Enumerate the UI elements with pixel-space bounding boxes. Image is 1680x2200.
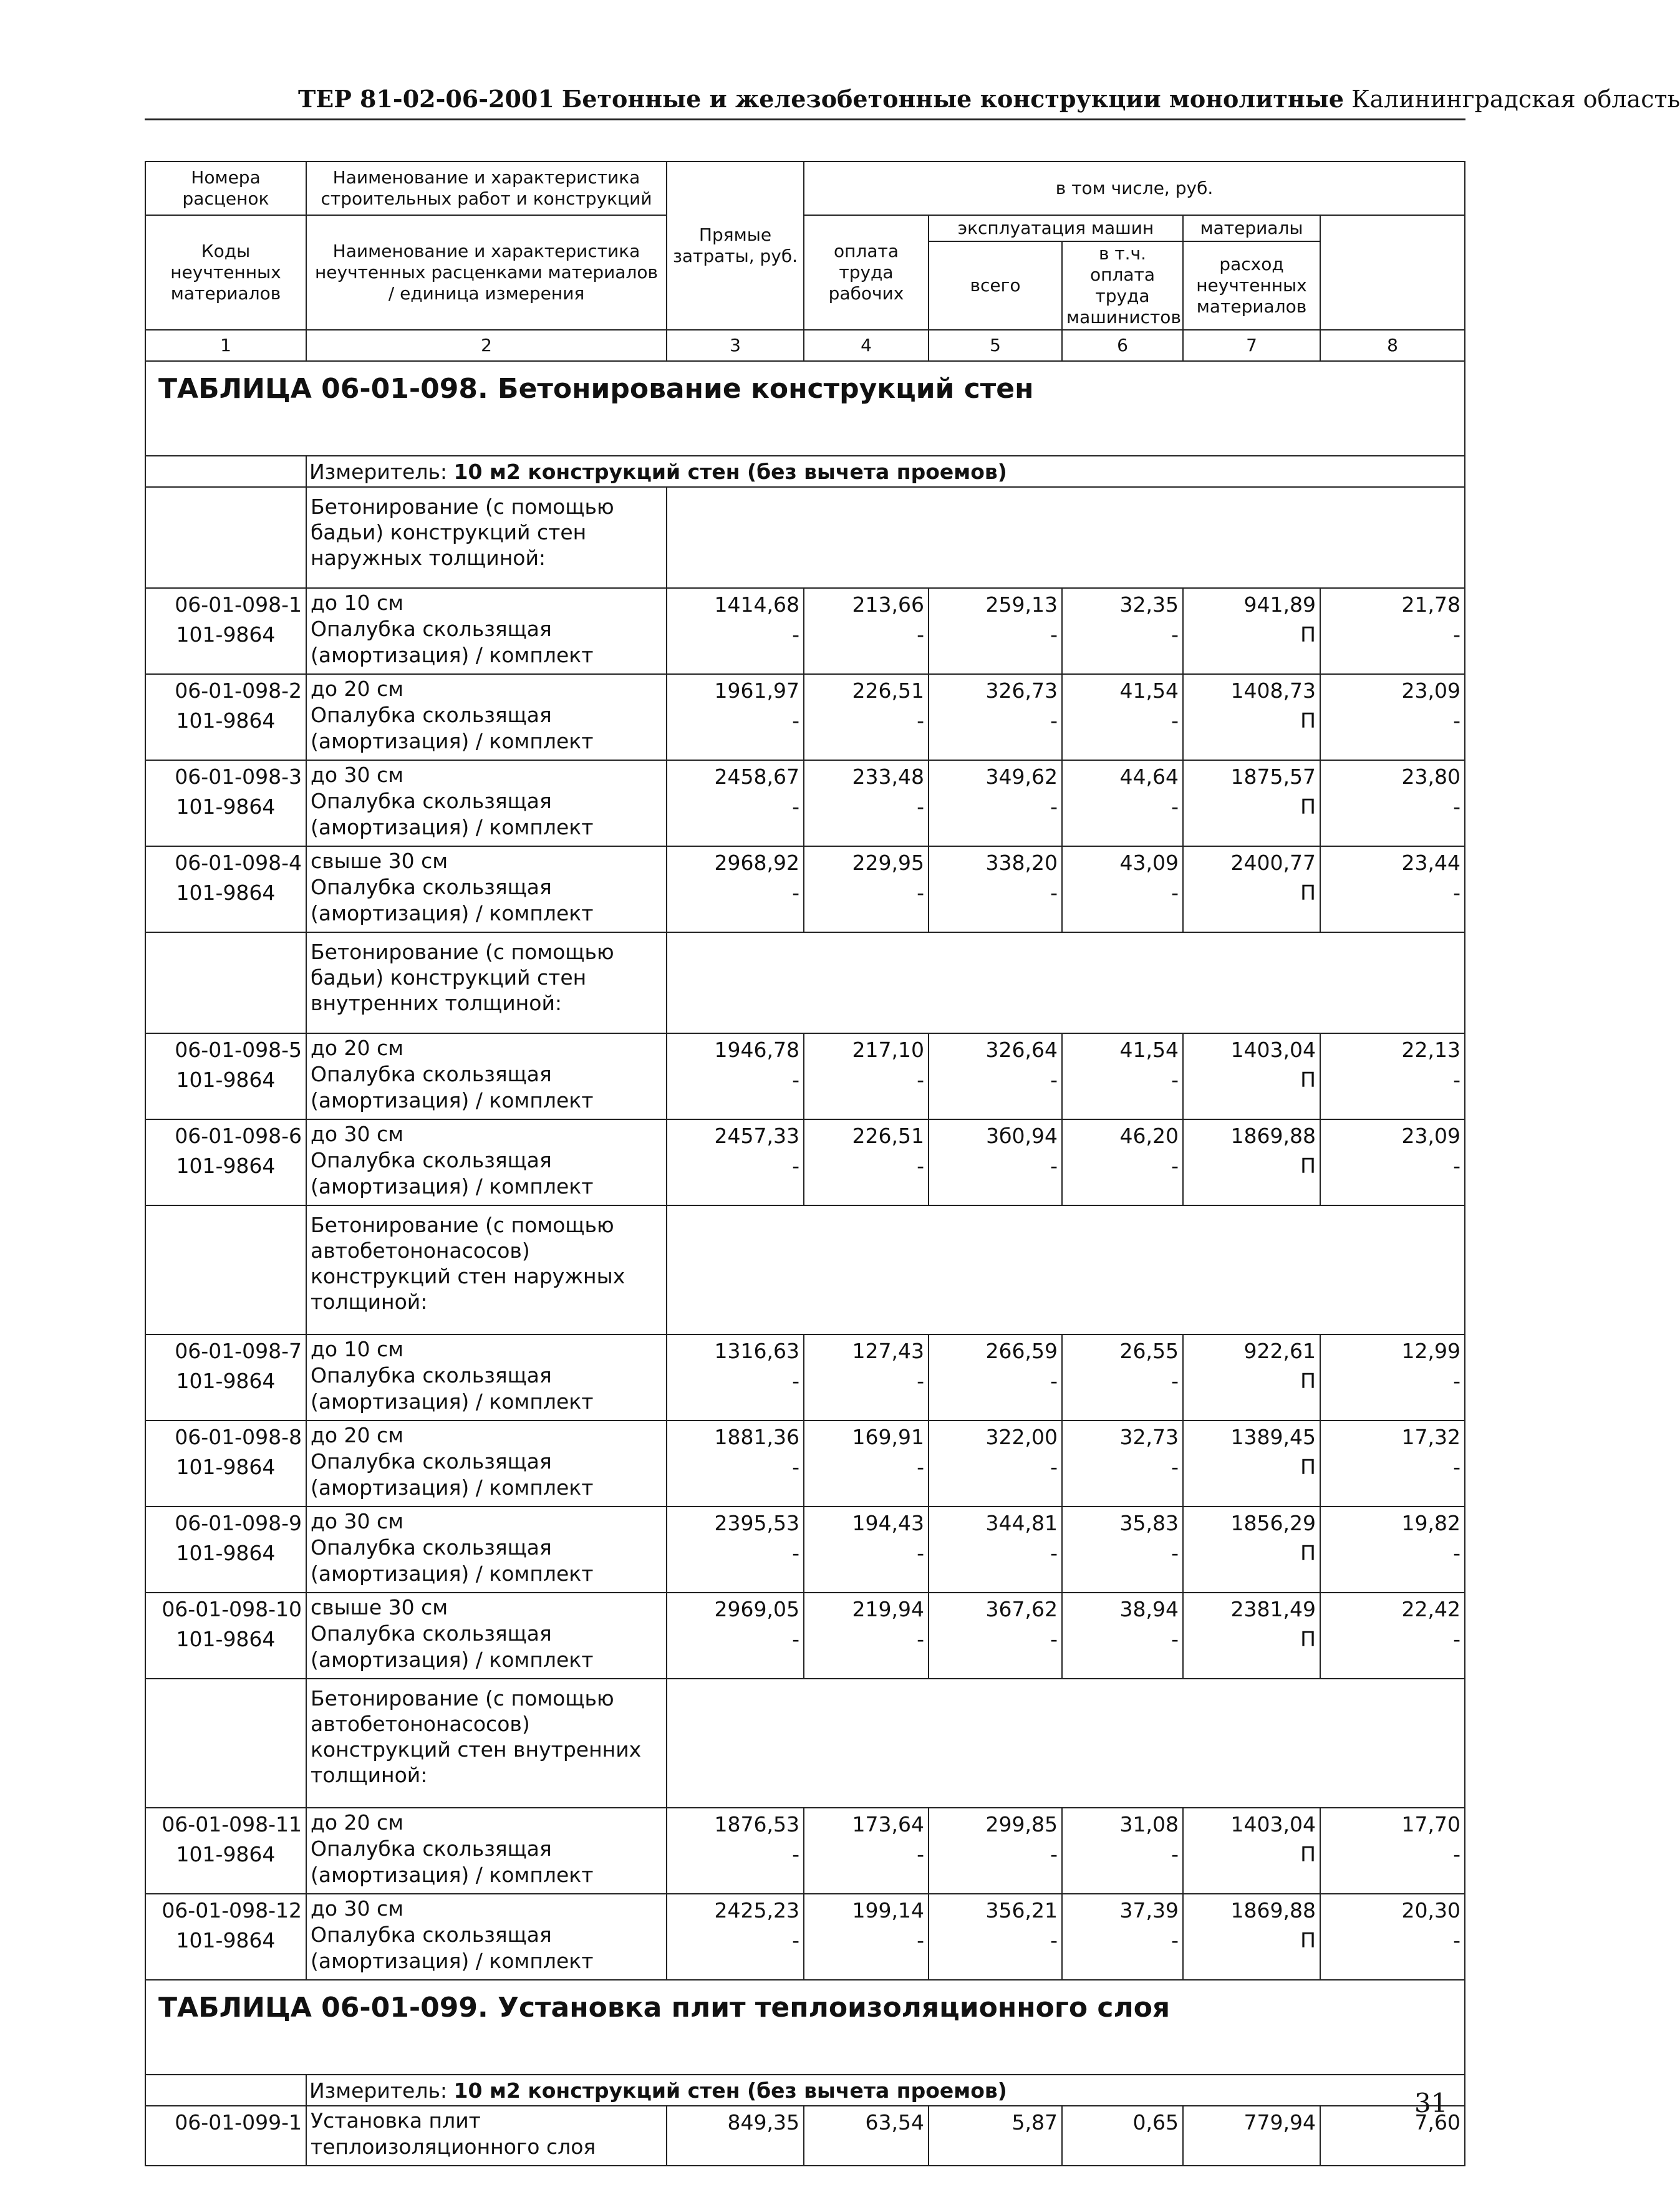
rate-row: [145, 674, 1465, 760]
table-head: [145, 162, 1465, 361]
material-cost: 922,61 П: [1183, 1334, 1320, 1421]
operator-cost: 41,54 -: [1062, 1033, 1183, 1119]
rate-name: до 30 см: [311, 1509, 404, 1533]
direct-cost: 1881,36 -: [667, 1421, 804, 1507]
rate-code: 06-01-098-10: [162, 1597, 302, 1621]
rate-code: 06-01-098-4: [175, 851, 302, 875]
operator-cost: 35,83 -: [1062, 1507, 1183, 1593]
material-name: Опалубка скользящая (амортизация) / комплект: [311, 617, 594, 667]
group-heading-row: [145, 932, 1465, 1033]
col-number: 6: [1062, 330, 1183, 361]
labor-cost: 169,91 -: [804, 1421, 929, 1507]
header-region: Калининградская область: [1351, 85, 1680, 113]
group-heading: Бетонирование (с помощью автобетононасосов) конструкций стен внутренних толщиной:: [306, 1679, 667, 1808]
rate-code: 06-01-098-7: [175, 1339, 302, 1363]
material-code: 101-9864: [176, 1627, 276, 1651]
labor-hours: 12,99 -: [1320, 1334, 1465, 1421]
material-code: 101-9864: [176, 1455, 276, 1479]
material-cost: 1875,57 П: [1183, 760, 1320, 846]
labor-hours: 23,80 -: [1320, 760, 1465, 846]
operator-cost: 32,73 -: [1062, 1421, 1183, 1507]
material-name: Опалубка скользящая (амортизация) / комплект: [311, 703, 594, 753]
material-cost: 1869,88 П: [1183, 1119, 1320, 1205]
group-heading-row: [145, 1679, 1465, 1808]
labor-hours: 22,13 -: [1320, 1033, 1465, 1119]
rate-code: 06-01-098-6: [175, 1124, 302, 1148]
col3-header: Прямые затраты, руб.: [667, 162, 804, 330]
labor-cost: 226,51 -: [804, 674, 929, 760]
column-numbers-row: [145, 330, 1465, 361]
measure-row: [145, 2075, 1465, 2106]
group-heading-row: [145, 487, 1465, 588]
material-cost: 2400,77 П: [1183, 846, 1320, 932]
labor-cost: 194,43 -: [804, 1507, 929, 1593]
materials-header: материалы: [1183, 215, 1320, 241]
material-cost: 1856,29 П: [1183, 1507, 1320, 1593]
rate-name: Установка плит теплоизоляционного слоя: [311, 2108, 596, 2159]
rate-code: 06-01-098-5: [175, 1038, 302, 1062]
measure-row: [145, 456, 1465, 487]
col-number: 8: [1320, 330, 1465, 361]
rate-code: 06-01-098-12: [162, 1898, 302, 1923]
direct-cost: 2457,33 -: [667, 1119, 804, 1205]
material-cost: 941,89 П: [1183, 588, 1320, 674]
labor-hours: 21,78 -: [1320, 588, 1465, 674]
machine-cost: 344,81 -: [929, 1507, 1062, 1593]
rate-row: [145, 846, 1465, 932]
running-header: [298, 85, 1680, 113]
measure-label: Измеритель:: [309, 459, 448, 484]
labor-hours: 23,09 -: [1320, 674, 1465, 760]
material-cost: 2381,49 П: [1183, 1593, 1320, 1679]
labor-cost: 173,64 -: [804, 1808, 929, 1894]
col-number: 7: [1183, 330, 1320, 361]
operator-cost: 37,39 -: [1062, 1894, 1183, 1980]
direct-cost: 2425,23 -: [667, 1894, 804, 1980]
direct-cost: 849,35: [667, 2106, 804, 2166]
labor-cost: 233,48 -: [804, 760, 929, 846]
machine-cost: 259,13 -: [929, 588, 1062, 674]
rate-row: [145, 1894, 1465, 1980]
header-rule: [145, 118, 1465, 120]
material-name: Опалубка скользящая (амортизация) / комплект: [311, 1535, 594, 1586]
material-code: 101-9864: [176, 1541, 276, 1565]
rate-code: 06-01-099-1: [175, 2110, 302, 2135]
rate-name: до 10 см: [311, 1337, 404, 1361]
material-name: Опалубка скользящая (амортизация) / комплект: [311, 1836, 594, 1887]
col-number: 2: [306, 330, 667, 361]
labor-hours: 22,42 -: [1320, 1593, 1465, 1679]
col-number: 5: [929, 330, 1062, 361]
col2-header-bottom: Наименование и характеристика неучтенных расценками материалов / единица измерения: [306, 215, 667, 330]
col7-header: расход неучтенных материалов: [1183, 241, 1320, 330]
rate-row: [145, 1334, 1465, 1421]
rate-code: 06-01-098-2: [175, 678, 302, 703]
col1-header-top: Номера расценок: [145, 162, 306, 215]
direct-cost: 2395,53 -: [667, 1507, 804, 1593]
material-name: Опалубка скользящая (амортизация) / комплект: [311, 789, 594, 839]
rate-row: [145, 2106, 1465, 2166]
labor-cost: 229,95 -: [804, 846, 929, 932]
operator-cost: 26,55 -: [1062, 1334, 1183, 1421]
material-code: 101-9864: [176, 1068, 276, 1092]
col4-header: оплата труда рабочих: [804, 215, 929, 330]
direct-cost: 2969,05 -: [667, 1593, 804, 1679]
material-name: Опалубка скользящая (амортизация) / комплект: [311, 1062, 594, 1112]
rate-name: до 20 см: [311, 677, 404, 701]
labor-cost: 127,43 -: [804, 1334, 929, 1421]
header-code: ТЕР 81-02-06-2001: [298, 85, 554, 113]
machine-cost: 367,62 -: [929, 1593, 1062, 1679]
rate-row: [145, 1593, 1465, 1679]
material-cost: 1403,04 П: [1183, 1808, 1320, 1894]
measure-value: 10 м2 конструкций стен (без вычета проемов): [453, 2078, 1007, 2103]
table-title-row: [145, 1980, 1465, 2075]
rate-row: [145, 1119, 1465, 1205]
operator-cost: 38,94 -: [1062, 1593, 1183, 1679]
header-title: Бетонные и железобетонные конструкции монолитные: [561, 85, 1344, 113]
machine-cost: 5,87: [929, 2106, 1062, 2166]
rate-code: 06-01-098-1: [175, 592, 302, 617]
labor-hours: 23,09 -: [1320, 1119, 1465, 1205]
estimate-table: [145, 161, 1465, 2166]
rate-name: до 30 см: [311, 763, 404, 787]
col-number: 4: [804, 330, 929, 361]
direct-cost: 1316,63 -: [667, 1334, 804, 1421]
machine-cost: 266,59 -: [929, 1334, 1062, 1421]
material-name: Опалубка скользящая (амортизация) / комплект: [311, 1449, 594, 1500]
table-body: [145, 361, 1465, 2166]
material-name: Опалубка скользящая (амортизация) / комплект: [311, 1923, 594, 1973]
col-number: 1: [145, 330, 306, 361]
material-code: 101-9864: [176, 1928, 276, 1952]
material-cost: 779,94: [1183, 2106, 1320, 2166]
labor-hours: 7,60: [1320, 2106, 1465, 2166]
machine-cost: 349,62 -: [929, 760, 1062, 846]
material-cost: 1403,04 П: [1183, 1033, 1320, 1119]
material-code: 101-9864: [176, 1842, 276, 1866]
labor-cost: 226,51 -: [804, 1119, 929, 1205]
rate-name: до 20 см: [311, 1423, 404, 1447]
measure-value: 10 м2 конструкций стен (без вычета проемов): [453, 459, 1007, 484]
labor-cost: 213,66 -: [804, 588, 929, 674]
labor-hours: 17,32 -: [1320, 1421, 1465, 1507]
machine-cost: 322,00 -: [929, 1421, 1062, 1507]
material-code: 101-9864: [176, 622, 276, 647]
machine-cost: 326,64 -: [929, 1033, 1062, 1119]
material-code: 101-9864: [176, 1154, 276, 1178]
rate-name: до 30 см: [311, 1896, 404, 1921]
rate-row: [145, 1808, 1465, 1894]
labor-cost: 199,14 -: [804, 1894, 929, 1980]
operator-cost: 44,64 -: [1062, 760, 1183, 846]
material-code: 101-9864: [176, 794, 276, 819]
material-code: 101-9864: [176, 708, 276, 733]
direct-cost: 1946,78 -: [667, 1033, 804, 1119]
labor-hours: 19,82 -: [1320, 1507, 1465, 1593]
rate-name: до 10 см: [311, 591, 404, 615]
rate-row: [145, 1033, 1465, 1119]
labor-cost: 217,10 -: [804, 1033, 929, 1119]
group-heading: Бетонирование (с помощью автобетононасосов) конструкций стен наружных толщиной:: [306, 1205, 667, 1334]
operator-cost: 43,09 -: [1062, 846, 1183, 932]
rate-name: до 30 см: [311, 1122, 404, 1146]
material-name: Опалубка скользящая (амортизация) / комплект: [311, 875, 594, 925]
machine-cost: 338,20 -: [929, 846, 1062, 932]
labor-cost: 63,54: [804, 2106, 929, 2166]
rate-row: [145, 1421, 1465, 1507]
col2-header-top: Наименование и характеристика строительных работ и конструкций: [306, 162, 667, 215]
col1-header-bottom: Коды неучтенных материалов: [145, 215, 306, 330]
machine-cost: 3б0,94 -: [929, 1119, 1062, 1205]
direct-cost: 2968,92 -: [667, 846, 804, 932]
rate-code: 06-01-098-9: [175, 1511, 302, 1535]
table-title: ТАБЛИЦА 06-01-098. Бетонирование конструкций стен: [158, 373, 1034, 405]
col5-header: всего: [929, 241, 1062, 330]
rate-code: 06-01-098-3: [175, 765, 302, 789]
operator-cost: 46,20 -: [1062, 1119, 1183, 1205]
incl-header: в том числе, руб.: [804, 162, 1465, 215]
table-title: ТАБЛИЦА 06-01-099. Установка плит теплоизоляционного слоя: [158, 1992, 1171, 2024]
machine-cost: 326,73 -: [929, 674, 1062, 760]
direct-cost: 1961,97 -: [667, 674, 804, 760]
measure-label: Измеритель:: [309, 2078, 448, 2103]
rate-name: свыше 30 см: [311, 1595, 448, 1619]
material-name: Опалубка скользящая (амортизация) / комплект: [311, 1621, 594, 1672]
group-heading: Бетонирование (с помощью бадьи) конструкций стен наружных толщиной:: [306, 487, 667, 588]
material-cost: 1389,45 П: [1183, 1421, 1320, 1507]
operator-cost: 32,35 -: [1062, 588, 1183, 674]
col-number: 3: [667, 330, 804, 361]
page-number: 31: [1414, 2088, 1448, 2118]
group-heading: Бетонирование (с помощью бадьи) конструкций стен внутренних толщиной:: [306, 932, 667, 1033]
rate-row: [145, 760, 1465, 846]
direct-cost: 1414,68 -: [667, 588, 804, 674]
direct-cost: 2458,67 -: [667, 760, 804, 846]
material-name: Опалубка скользящая (амортизация) / комплект: [311, 1363, 594, 1414]
machines-header: эксплуатация машин: [929, 215, 1183, 241]
material-code: 101-9864: [176, 880, 276, 905]
rate-row: [145, 1507, 1465, 1593]
material-code: 101-9864: [176, 1369, 276, 1393]
rate-name: свыше 30 см: [311, 849, 448, 873]
operator-cost: 41,54 -: [1062, 674, 1183, 760]
rate-name: до 20 см: [311, 1810, 404, 1835]
labor-hours: 23,44 -: [1320, 846, 1465, 932]
material-cost: 1408,73 П: [1183, 674, 1320, 760]
rate-name: до 20 см: [311, 1036, 404, 1060]
table-title-row: [145, 361, 1465, 456]
group-heading-row: [145, 1205, 1465, 1334]
machine-cost: 356,21 -: [929, 1894, 1062, 1980]
col6-header: в т.ч. оплата труда машинистов: [1062, 241, 1183, 330]
rate-code: 06-01-098-11: [162, 1812, 302, 1836]
material-name: Опалубка скользящая (амортизация) / комплект: [311, 1148, 594, 1199]
operator-cost: 31,08 -: [1062, 1808, 1183, 1894]
machine-cost: 299,85 -: [929, 1808, 1062, 1894]
direct-cost: 1876,53 -: [667, 1808, 804, 1894]
labor-hours: 17,70 -: [1320, 1808, 1465, 1894]
labor-hours: 20,30 -: [1320, 1894, 1465, 1980]
rate-code: 06-01-098-8: [175, 1425, 302, 1449]
rate-row: [145, 588, 1465, 674]
labor-cost: 219,94 -: [804, 1593, 929, 1679]
operator-cost: 0,65: [1062, 2106, 1183, 2166]
material-cost: 1869,88 П: [1183, 1894, 1320, 1980]
